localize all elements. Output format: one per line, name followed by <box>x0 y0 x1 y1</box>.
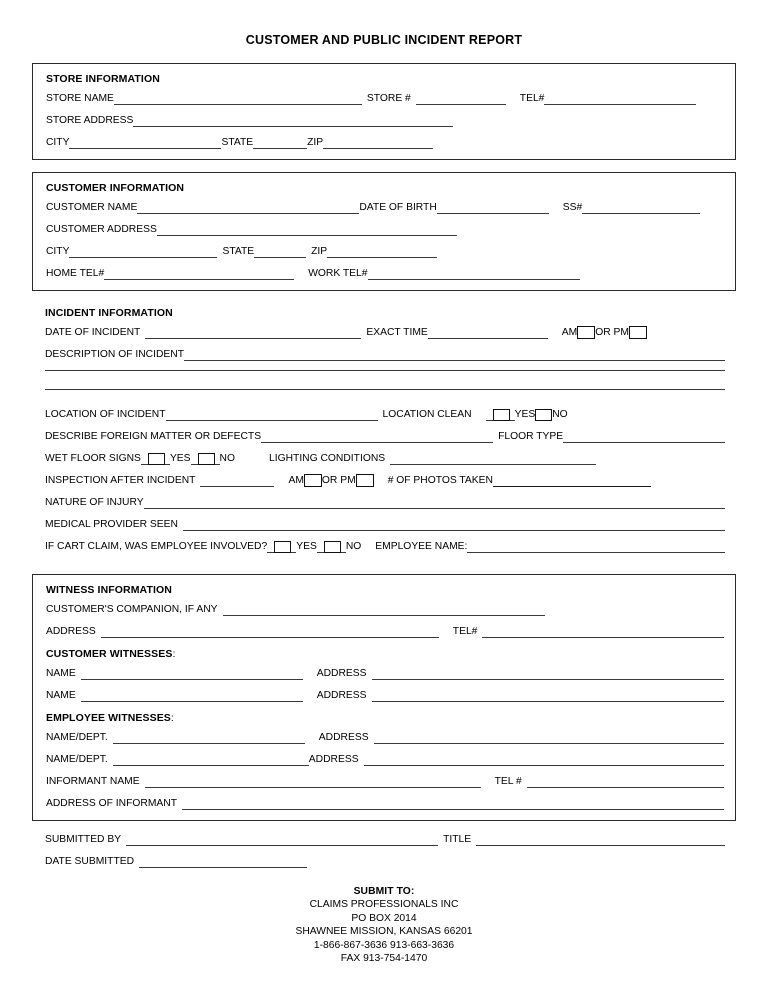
submit-to-block <box>0 885 768 965</box>
date-of-birth-input[interactable] <box>437 203 549 214</box>
wet-floor-signs-yes-checkbox[interactable] <box>148 453 165 465</box>
nature-of-injury-input[interactable] <box>144 498 725 509</box>
date-submitted-input[interactable] <box>139 857 307 868</box>
am-checkbox[interactable] <box>577 326 595 339</box>
title-label: TITLE <box>443 834 472 845</box>
employee-witness-1-name-label: NAME/DEPT. <box>46 732 108 743</box>
employee-witness-row-1 <box>46 731 724 745</box>
informant-tel-label: TEL # <box>494 776 522 787</box>
employee-name-input[interactable] <box>467 542 725 553</box>
cart-claim-yes-group <box>267 541 296 554</box>
employee-witness-2-name-input[interactable] <box>113 755 309 766</box>
customer-information-section <box>32 172 736 291</box>
date-submitted-row <box>45 855 725 869</box>
customer-witness-1-address-label: ADDRESS <box>316 668 367 679</box>
home-tel-input[interactable] <box>104 269 294 280</box>
wet-floor-signs-yes-label: YES <box>169 453 191 464</box>
wet-floor-yes-group <box>141 453 170 466</box>
date-of-incident-input[interactable] <box>145 328 361 339</box>
home-tel-label: HOME TEL# <box>46 268 105 279</box>
photos-taken-input[interactable] <box>493 476 651 487</box>
submission-section <box>32 833 736 869</box>
customer-state-input[interactable] <box>254 247 306 258</box>
cart-claim-no-group <box>317 541 346 554</box>
employee-witness-1-address-input[interactable] <box>374 733 724 744</box>
location-clean-yes-label: YES <box>514 409 536 420</box>
store-name-row <box>46 92 724 106</box>
page-title: CUSTOMER AND PUBLIC INCIDENT REPORT <box>245 33 523 47</box>
inspection-pm-checkbox[interactable] <box>356 474 374 487</box>
informant-name-row <box>46 775 724 789</box>
description-of-incident-label: DESCRIPTION OF INCIDENT <box>45 349 185 360</box>
location-clean-yes-checkbox[interactable] <box>493 409 510 421</box>
store-number-input[interactable] <box>416 94 506 105</box>
inspection-am-checkbox[interactable] <box>304 474 322 487</box>
customer-zip-input[interactable] <box>327 247 437 258</box>
inspection-or-pm-label: OR PM <box>321 475 356 486</box>
customer-address-input[interactable] <box>157 225 457 236</box>
location-clean-no-label: NO <box>552 409 568 420</box>
customer-name-label: CUSTOMER NAME <box>46 202 138 213</box>
store-city-row <box>46 136 724 150</box>
wet-floor-signs-label: WET FLOOR SIGNS <box>45 453 141 464</box>
floor-type-input[interactable] <box>563 432 725 443</box>
or-pm-label: OR PM <box>595 327 629 338</box>
employee-witness-2-name-label: NAME/DEPT. <box>46 754 108 765</box>
submit-to-city-state-zip: SHAWNEE MISSION, KANSAS 66201 <box>295 926 473 938</box>
inspection-after-incident-label: INSPECTION AFTER INCIDENT <box>45 475 196 486</box>
exact-time-label: EXACT TIME <box>366 327 428 338</box>
lighting-conditions-label: LIGHTING CONDITIONS <box>269 453 386 464</box>
store-state-label: STATE <box>221 137 254 148</box>
incident-information-section <box>32 303 736 560</box>
witness-information-section <box>32 574 736 821</box>
incident-information-heading: INCIDENT INFORMATION <box>45 307 173 319</box>
nature-of-injury-row <box>45 496 725 510</box>
location-of-incident-row <box>45 408 725 422</box>
location-clean-label: LOCATION CLEAN <box>382 409 472 420</box>
medical-provider-input[interactable] <box>183 520 725 531</box>
description-of-incident-input[interactable] <box>184 350 725 361</box>
customer-witness-2-name-label: NAME <box>46 690 76 701</box>
date-of-birth-label: DATE OF BIRTH <box>359 202 437 213</box>
companion-input[interactable] <box>223 605 545 616</box>
customer-witness-2-address-label: ADDRESS <box>316 690 367 701</box>
companion-row <box>46 603 724 617</box>
store-information-heading: STORE INFORMATION <box>46 73 160 85</box>
customer-witness-row-2 <box>46 689 724 703</box>
date-of-incident-label: DATE OF INCIDENT <box>45 327 141 338</box>
informant-address-row <box>46 797 724 811</box>
store-tel-input[interactable] <box>544 94 696 105</box>
title-input[interactable] <box>476 835 725 846</box>
cart-claim-no-label: NO <box>345 541 362 552</box>
informant-name-input[interactable] <box>145 777 481 788</box>
wet-floor-signs-no-label: NO <box>219 453 235 464</box>
employee-witnesses-heading <box>46 712 724 724</box>
submit-to-phones: 1-866-867-3636 913-663-3636 <box>313 939 455 951</box>
wet-floor-signs-row <box>45 452 725 466</box>
medical-provider-row <box>45 518 725 532</box>
location-clean-yes-group <box>486 409 515 422</box>
store-zip-label: ZIP <box>307 137 324 148</box>
floor-type-label: FLOOR TYPE <box>498 431 564 442</box>
companion-tel-label: TEL# <box>452 626 478 637</box>
customer-witness-1-name-input[interactable] <box>81 669 303 680</box>
companion-address-input[interactable] <box>101 627 439 638</box>
employee-witness-2-address-label: ADDRESS <box>308 754 359 765</box>
customer-name-input[interactable] <box>137 203 359 214</box>
employee-witnesses-colon: : <box>170 712 174 724</box>
am-label: AM <box>561 327 578 338</box>
informant-address-input[interactable] <box>182 799 724 810</box>
wet-floor-no-group <box>191 453 220 466</box>
informant-name-label: INFORMANT NAME <box>46 776 140 787</box>
foreign-matter-input[interactable] <box>261 432 493 443</box>
description-continuation-line-1[interactable] <box>45 370 725 371</box>
lighting-conditions-input[interactable] <box>390 454 596 465</box>
photos-taken-label: # OF PHOTOS TAKEN <box>387 475 493 486</box>
store-city-label: CITY <box>46 137 70 148</box>
store-information-section <box>32 63 736 160</box>
companion-address-label: ADDRESS <box>46 626 96 637</box>
customer-city-row <box>46 245 724 259</box>
medical-provider-label: MEDICAL PROVIDER SEEN <box>45 519 178 530</box>
employee-name-label: EMPLOYEE NAME: <box>375 541 468 552</box>
customer-witness-1-name-label: NAME <box>46 668 76 679</box>
store-number-label: STORE # <box>366 93 411 104</box>
submit-to-fax: FAX 913-754-1470 <box>340 953 428 965</box>
cart-claim-row <box>45 540 725 554</box>
cart-claim-yes-label: YES <box>296 541 317 552</box>
cart-claim-no-checkbox[interactable] <box>324 541 341 553</box>
customer-witnesses-colon: : <box>172 648 176 660</box>
submitted-by-input[interactable] <box>126 835 438 846</box>
store-name-label: STORE NAME <box>46 93 114 104</box>
submit-to-heading: SUBMIT TO: <box>353 886 415 897</box>
inspection-am-label: AM <box>288 475 304 486</box>
location-of-incident-input[interactable] <box>166 410 378 421</box>
submitted-by-label: SUBMITTED BY <box>45 834 122 845</box>
foreign-matter-label: DESCRIBE FOREIGN MATTER OR DEFECTS <box>45 431 262 442</box>
nature-of-injury-label: NATURE OF INJURY <box>45 497 144 508</box>
ss-input[interactable] <box>582 203 700 214</box>
companion-tel-input[interactable] <box>482 627 724 638</box>
informant-tel-input[interactable] <box>527 777 724 788</box>
store-state-input[interactable] <box>253 138 307 149</box>
store-tel-label: TEL# <box>519 93 545 104</box>
submit-to-po-box: PO BOX 2014 <box>351 912 417 924</box>
submit-to-company: CLAIMS PROFESSIONALS INC <box>309 899 459 911</box>
employee-witnesses-heading-text: EMPLOYEE WITNESSES <box>46 712 171 724</box>
customer-witness-1-address-input[interactable] <box>372 669 724 680</box>
inspection-after-incident-row <box>45 474 725 488</box>
informant-address-label: ADDRESS OF INFORMANT <box>46 798 178 809</box>
store-city-input[interactable] <box>69 138 221 149</box>
customer-name-row <box>46 201 724 215</box>
customer-witnesses-heading-text: CUSTOMER WITNESSES <box>46 648 173 660</box>
customer-tel-row <box>46 267 724 281</box>
foreign-matter-row <box>45 430 725 444</box>
companion-label: CUSTOMER'S COMPANION, IF ANY <box>46 604 218 615</box>
customer-witness-row-1 <box>46 667 724 681</box>
store-name-input[interactable] <box>114 94 362 105</box>
customer-information-heading: CUSTOMER INFORMATION <box>46 182 185 194</box>
customer-witness-2-name-input[interactable] <box>81 691 303 702</box>
store-address-row <box>46 114 724 128</box>
work-tel-label: WORK TEL# <box>308 268 368 279</box>
employee-witness-1-address-label: ADDRESS <box>318 732 369 743</box>
companion-address-row <box>46 625 724 639</box>
cart-claim-yes-checkbox[interactable] <box>274 541 291 553</box>
customer-witnesses-heading <box>46 648 724 660</box>
customer-address-row <box>46 223 724 237</box>
customer-city-label: CITY <box>46 246 70 257</box>
store-zip-input[interactable] <box>323 138 433 149</box>
inspection-time-input[interactable] <box>200 476 274 487</box>
customer-zip-label: ZIP <box>311 246 328 257</box>
store-address-label: STORE ADDRESS <box>46 115 134 126</box>
date-submitted-label: DATE SUBMITTED <box>45 856 135 867</box>
store-address-input[interactable] <box>133 116 453 127</box>
customer-state-label: STATE <box>222 246 255 257</box>
date-of-incident-row <box>45 326 725 340</box>
cart-claim-label: IF CART CLAIM, WAS EMPLOYEE INVOLVED? <box>45 541 268 552</box>
location-clean-no-checkbox[interactable] <box>535 409 552 421</box>
submitted-by-row <box>45 833 725 847</box>
exact-time-input[interactable] <box>428 328 548 339</box>
location-of-incident-label: LOCATION OF INCIDENT <box>45 409 166 420</box>
witness-information-heading: WITNESS INFORMATION <box>46 584 172 596</box>
employee-witness-1-name-input[interactable] <box>113 733 305 744</box>
employee-witness-row-2 <box>46 753 724 767</box>
customer-city-input[interactable] <box>69 247 217 258</box>
wet-floor-signs-no-checkbox[interactable] <box>198 453 215 465</box>
description-of-incident-row <box>45 348 725 362</box>
description-continuation-line-2[interactable] <box>45 389 725 390</box>
work-tel-input[interactable] <box>368 269 580 280</box>
customer-address-label: CUSTOMER ADDRESS <box>46 224 157 235</box>
pm-checkbox[interactable] <box>629 326 647 339</box>
ss-label: SS# <box>562 202 583 213</box>
customer-witness-2-address-input[interactable] <box>372 691 724 702</box>
employee-witness-2-address-input[interactable] <box>364 755 724 766</box>
